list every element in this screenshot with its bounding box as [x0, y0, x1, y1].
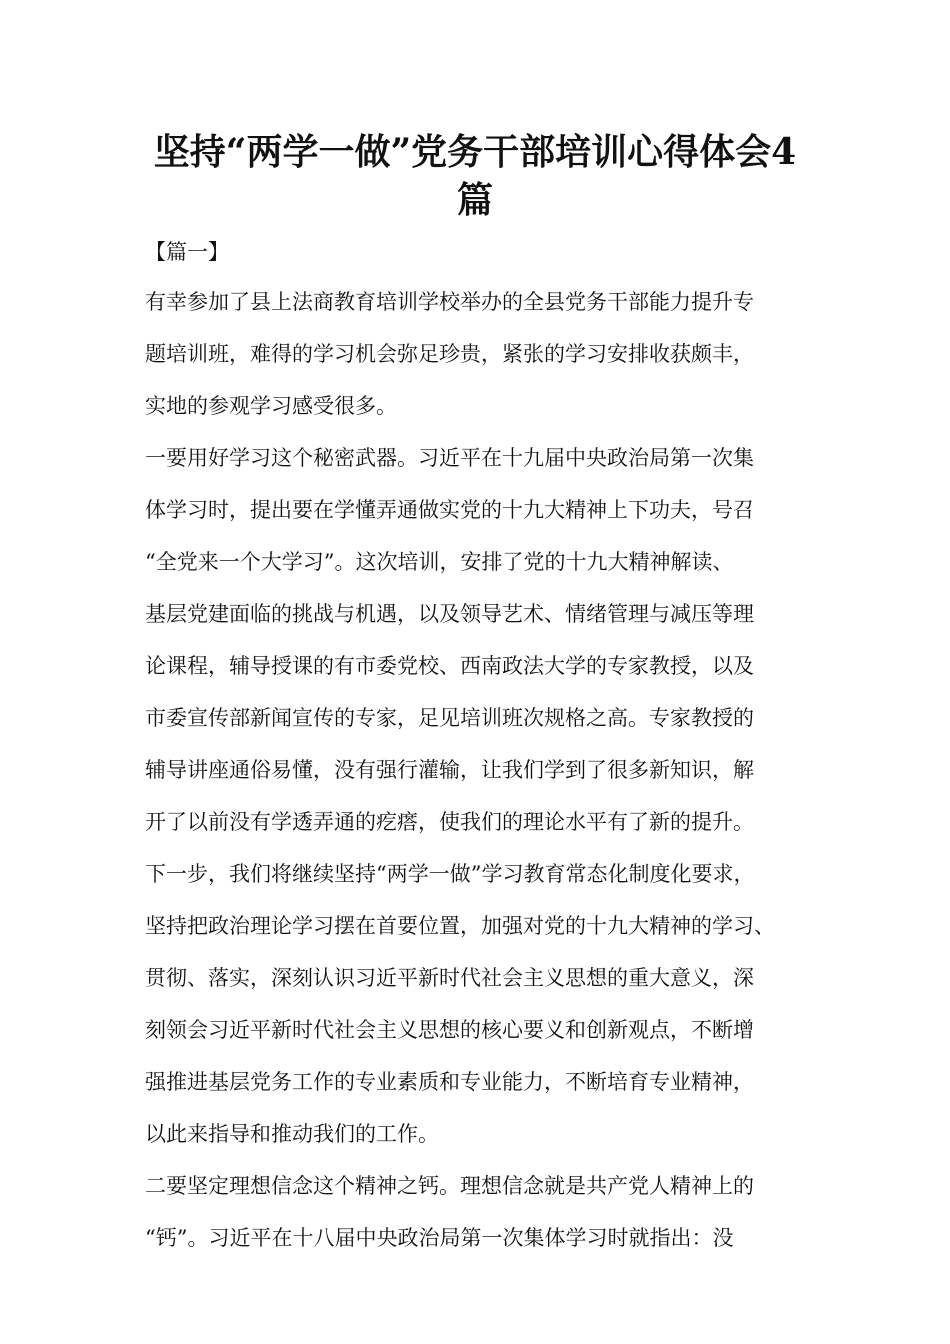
text-line: 以此来指导和推动我们的工作。	[145, 1122, 439, 1146]
text-line: 刻领会习近平新时代社会主义思想的核心要义和创新观点，不断增	[145, 1018, 754, 1042]
paragraph-2	[145, 432, 825, 1160]
paragraph-1	[145, 276, 825, 432]
text-line: 贯彻、落实，深刻认识习近平新时代社会主义思想的重大意义，深	[145, 966, 754, 990]
text-line: 强推进基层党务工作的专业素质和专业能力，不断培育专业精神，	[145, 1070, 754, 1094]
paragraph-3	[145, 1160, 825, 1264]
text-line: 基层党建面临的挑战与机遇，以及领导艺术、情绪管理与减压等理	[145, 602, 754, 626]
text-line: 辅导讲座通俗易懂，没有强行灌输，让我们学到了很多新知识，解	[145, 758, 754, 782]
text-line: 体学习时，提出要在学懂弄通做实党的十九大精神上下功夫，号召	[145, 498, 754, 522]
text-line: 市委宣传部新闻宣传的专家，足见培训班次规格之高。专家教授的	[145, 706, 754, 730]
text-line: 二要坚定理想信念这个精神之钙。理想信念就是共产党人精神上的	[145, 1174, 754, 1198]
title-line-1: 坚持“两学一做”党务干部培训心得体会4	[153, 131, 797, 173]
text-line: 一要用好学习这个秘密武器。习近平在十九届中央政治局第一次集	[145, 446, 754, 470]
document-body	[145, 228, 825, 1264]
text-line: “钙”。习近平在十八届中央政治局第一次集体学习时就指出：没	[145, 1226, 734, 1250]
text-line: 坚持把政治理论学习摆在首要位置，加强对党的十九大精神的学习、	[145, 914, 775, 938]
document-title	[100, 128, 850, 224]
title-line-2: 篇	[456, 179, 493, 221]
text-line: 实地的参观学习感受很多。	[145, 394, 397, 418]
text-line: 有幸参加了县上法商教育培训学校举办的全县党务干部能力提升专	[145, 290, 754, 314]
text-line: 论课程，辅导授课的有市委党校、西南政法大学的专家教授，以及	[145, 654, 754, 678]
text-line: 开了以前没有学透弄通的疙瘩，使我们的理论水平有了新的提升。	[145, 810, 754, 834]
text-line: 题培训班，难得的学习机会弥足珍贵，紧张的学习安排收获颇丰，	[145, 342, 754, 366]
text-line: 下一步，我们将继续坚持“两学一做”学习教育常态化制度化要求，	[145, 862, 755, 886]
text-line: “全党来一个大学习”。这次培训，安排了党的十九大精神解读、	[145, 550, 734, 574]
section-label: 【篇一】	[145, 240, 229, 264]
